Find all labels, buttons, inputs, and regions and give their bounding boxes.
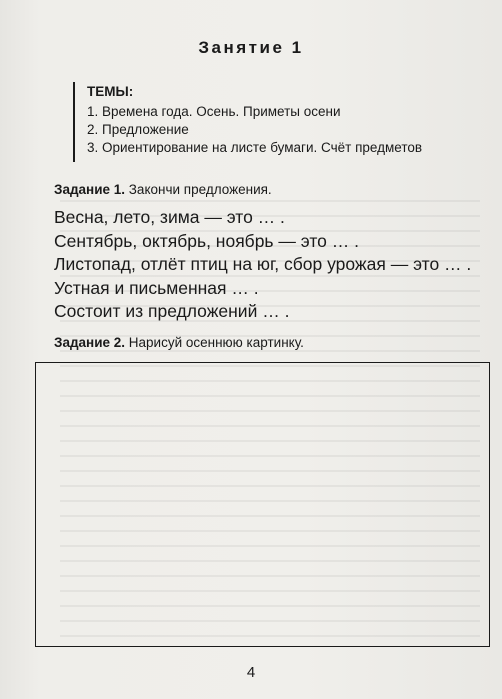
task-1-instruction: Закончи предложения. (128, 182, 272, 197)
topics-box (73, 82, 473, 162)
lesson-title: Занятие 1 (198, 38, 304, 57)
task-1-header (54, 182, 272, 197)
topic-item: 1. Времена года. Осень. Приметы осени (87, 104, 341, 119)
task-2-header (54, 335, 304, 350)
topic-item: 3. Ориентирование на листе бумаги. Счёт предметов (87, 140, 423, 155)
drawing-area[interactable] (35, 362, 490, 647)
task-1-sentences (54, 206, 494, 324)
topic-item: 2. Предложение (87, 122, 189, 137)
sentence-item: Листопад, отлёт птиц на юг, сбор урожая — это … . (54, 254, 472, 274)
topics-heading: ТЕМЫ: (87, 84, 134, 99)
sentence-item: Сентябрь, октябрь, ноябрь — это … . (54, 230, 359, 251)
task-2-label: Задание 2. (54, 335, 126, 350)
task-1-label: Задание 1. (54, 182, 126, 197)
sentence-item: Устная и письменная … . (54, 277, 259, 298)
page-number: 4 (246, 664, 256, 681)
sentence-item: Весна, лето, зима — это … . (54, 207, 285, 227)
task-2-instruction: Нарисуй осеннюю картинку. (128, 335, 304, 350)
sentence-item: Состоит из предложений … . (54, 301, 290, 321)
